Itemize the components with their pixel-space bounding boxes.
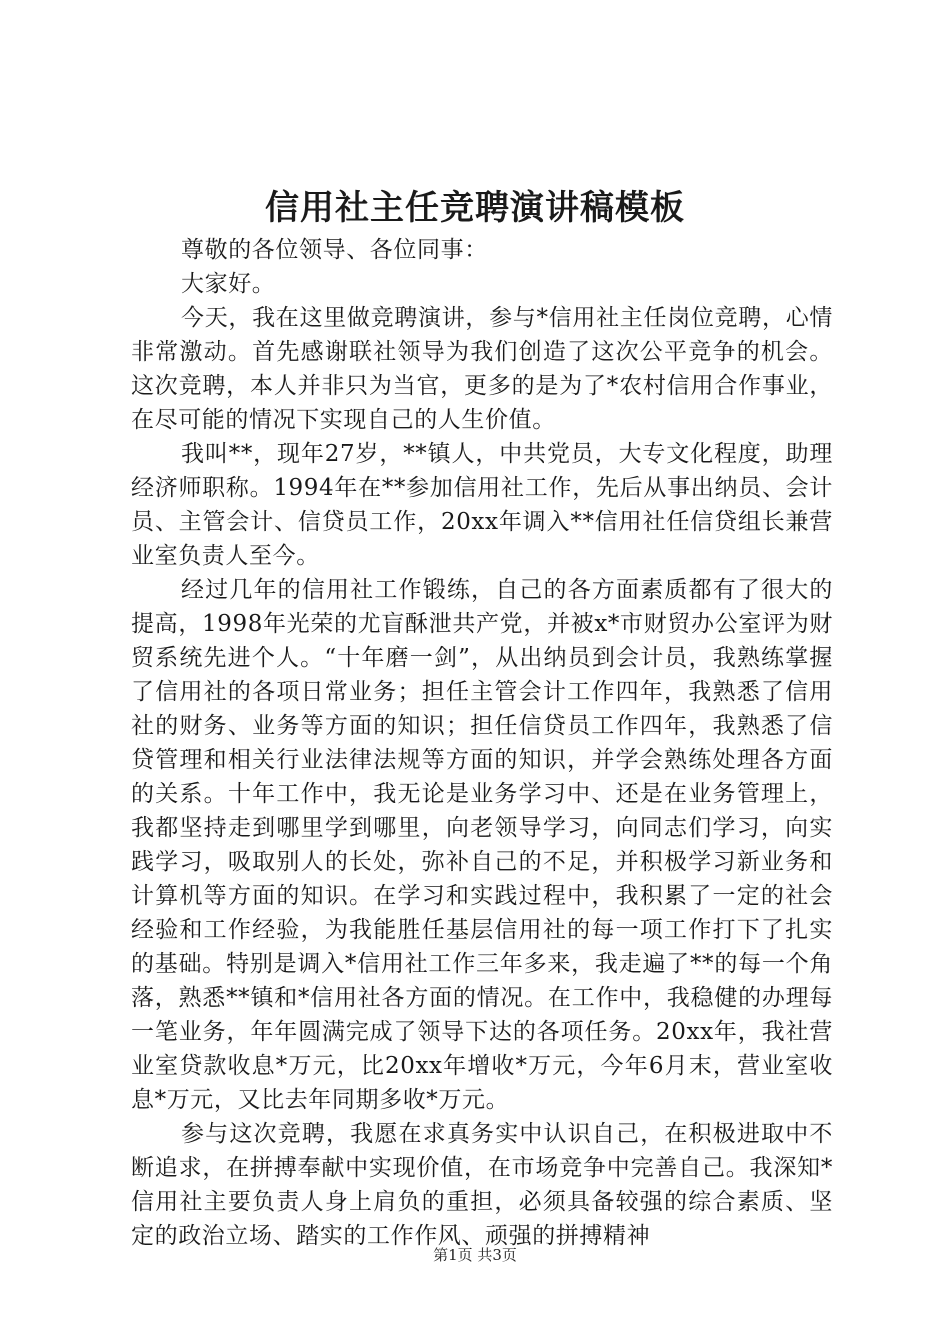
document-body: [131, 233, 833, 1253]
document-title: 信用社主任竞聘演讲稿模板: [265, 188, 685, 228]
paragraph-motivation: 参与这次竞聘，我愿在求真务实中认识自己，在积极进取中不断追求，在拼搏奉献中实现价值，在市场竞争中完善自己。我深知*信用社主要负责人身上肩负的重担，必须具备较强的综合素质、坚定的政治立场、踏实的工作作风、顽强的拼搏精神: [131, 1121, 833, 1249]
paragraph-intro: 今天，我在这里做竞聘演讲，参与*信用社主任岗位竞聘，心情非常激动。首先感谢联社领导为我们创造了这次公平竞争的机会。这次竞聘，本人并非只为当官，更多的是为了*农村信用合作事业，在尽可能的情况下实现自己的人生价值。: [131, 305, 833, 433]
paragraph-greeting: 大家好。: [181, 271, 276, 297]
paragraph-salutation: 尊敬的各位领导、各位同事：: [181, 237, 488, 263]
paragraph-experience: 经过几年的信用社工作锻练，自己的各方面素质都有了很大的提高，1998年光荣的尤盲酥泄共产党，并被x*市财贸办公室评为财贸系统先进个人。“十年磨一剑”，从出纳员到会计员，我熟练掌握了信用社的各项日常业务；担任主管会计工作四年，我熟悉了信用社的财务、业务等方面的知识；担任信贷员工作四年，我熟悉了信贷管理和相关行业法律法规等方面的知识，并学会熟练处理各方面的关系。十年工作中，我无论是业务学习中、还是在业务管理上，我都坚持走到哪里学到哪里，向老领导学习，向同志们学习，向实践学习，吸取别人的长处，弥补自己的不足，并积极学习新业务和计算机等方面的知识。在学习和实践过程中，我积累了一定的社会经验和工作经验，为我能胜任基层信用社的每一项工作打下了扎实的基础。特别是调入*信用社工作三年多来，我走遍了**的每一个角落，熟悉**镇和*信用社各方面的情况。在工作中，我稳健的办理每一笔业务，年年圆满完成了领导下达的各项任务。20xx年，我社营业室贷款收息*万元，比20xx年增收*万元，今年6月末，营业室收息*万元，又比去年同期多收*万元。: [131, 577, 833, 1113]
paragraph-self-introduction: 我叫**，现年27岁，**镇人，中共党员，大专文化程度，助理经济师职称。1994年在**参加信用社工作，先后从事出纳员、会计员、主管会计、信贷员工作，20xx年调入**信用社任信贷组长兼营业室负责人至今。: [131, 441, 833, 569]
page-number-footer: 第1页 共3页: [433, 1246, 517, 1264]
